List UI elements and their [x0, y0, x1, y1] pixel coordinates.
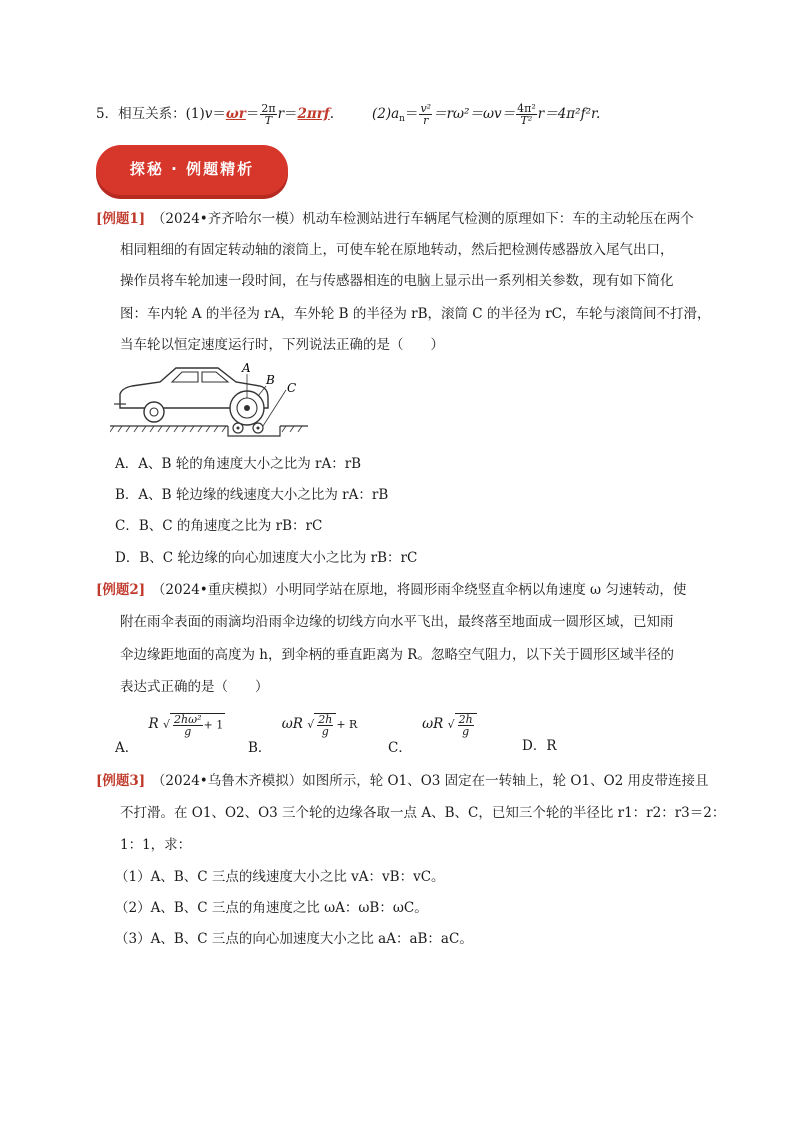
numerator: 2h	[458, 712, 473, 726]
var-r: r	[277, 106, 285, 122]
opt-pre: ωR	[281, 716, 303, 732]
ex2-option-c[interactable]	[388, 712, 477, 756]
sqrt-b: √ $\frac{2h}{g}$ + R	[307, 712, 358, 738]
label-a: A	[242, 361, 251, 375]
opt-post: + 1	[203, 718, 224, 731]
opt-post: + R	[336, 717, 358, 731]
section-banner	[96, 145, 288, 195]
ex1-option-a[interactable]: A．A、B 轮的角速度大小之比为 rA：rB	[115, 456, 362, 472]
ex3-question-3: （3）A、B、C 三点的向心加速度大小之比 aA：aB：aC。	[115, 931, 473, 947]
denominator: r	[423, 114, 429, 127]
relation-label: 5．相互关系：(1)	[96, 106, 205, 122]
ex2-line-2: 伞边缘距地面的高度为 h，到伞柄的垂直距离为 R。忽略空气阻力，以下关于圆形区域半径的	[120, 647, 674, 663]
numerator: v²	[420, 102, 432, 115]
an-mid: ＝rω²＝ωv＝	[433, 106, 516, 122]
label-c: C	[287, 381, 297, 395]
sqrt-c: √ $\frac{2h}{g}$	[448, 713, 477, 737]
fraction-v2-r	[419, 103, 432, 126]
ex1-tag: [例题1]	[96, 211, 146, 227]
ex2-tag: [例题2]	[96, 582, 146, 598]
highlight-wr: ωr	[225, 106, 246, 122]
numerator: 2hω²	[174, 712, 202, 726]
eq: ＝	[212, 106, 226, 122]
opt-letter: A．	[115, 740, 139, 756]
ex2-option-d[interactable]: D．R	[522, 738, 557, 754]
highlight-2pirf: 2πrf	[297, 106, 330, 122]
period: .	[329, 106, 335, 122]
banner-text: 探秘 · 例题精析	[129, 160, 255, 178]
ex2-line-0	[96, 580, 686, 600]
ex2-line-3: 表达式正确的是（ ）	[120, 679, 269, 695]
relation-line-2	[372, 103, 600, 129]
ex3-question-2: （2）A、B、C 三点的角速度之比 ωA：ωB：ωC。	[115, 900, 428, 916]
ex1-option-d[interactable]: D．B、C 轮边缘的向心加速度大小之比为 rB：rC	[115, 550, 418, 566]
sqrt-a: √ $\frac{\text{2hω²}}{g}$ + 1	[163, 712, 224, 738]
numerator: 2π	[261, 102, 276, 115]
label-b: B	[266, 373, 275, 387]
denominator: g	[184, 724, 192, 738]
fraction-4pi2-T2	[516, 103, 537, 126]
eq: ＝	[404, 106, 419, 122]
ex2-option-b[interactable]	[248, 712, 358, 756]
eq: ＝	[245, 106, 260, 122]
ex2-text: （2024•重庆模拟）小明同学站在原地，将圆形雨伞绕竖直伞柄以角速度 ω 匀速转动，使	[158, 582, 687, 598]
denominator: T²	[520, 114, 533, 127]
ex1-line-1: 相同粗细的有固定转动轴的滚筒上，可使车轮在原地转动，然后把检测传感器放入尾气出口，	[120, 242, 674, 258]
opt-pre: ωR	[422, 716, 444, 732]
denominator: g	[462, 724, 470, 738]
ex3-line-2: 1：1，求：	[120, 837, 192, 853]
denominator: T	[264, 114, 273, 127]
ex3-question-1: （1）A、B、C 三点的线速度大小之比 vA：vB：vC。	[115, 869, 445, 885]
ex1-line-2: 操作员将车轮加速一段时间，在与传感器相连的电脑上显示出一系列相关参数，现有如下简化	[120, 273, 674, 289]
ex1-line-4: 当车轮以恒定速度运行时，下列说法正确的是（ ）	[120, 337, 444, 353]
opt-pre: R	[148, 716, 159, 732]
ex1-option-b[interactable]: B．A、B 轮边缘的线速度大小之比为 rA：rB	[115, 487, 389, 503]
ex3-line-1: 不打滑。在 O1、O2、O3 三个轮的边缘各取一点 A、B、C，已知三个轮的半径比 r1：r2：r3＝2：	[120, 805, 726, 821]
an-label: (2)a	[372, 106, 400, 122]
ex2-line-1: 附在雨伞表面的雨滴均沿雨伞边缘的切线方向水平飞出，最终落至地面成一圆形区域，已知雨	[120, 614, 674, 630]
car-figure	[110, 360, 310, 440]
an-end: r＝4π²f²r.	[537, 106, 601, 122]
numerator: 4π²	[517, 102, 536, 115]
an-sub: n	[399, 114, 405, 124]
fraction-2pi-T	[260, 103, 276, 126]
ex3-tag: [例题3]	[96, 773, 146, 789]
ex1-text: （2024•齐齐哈尔一模）机动车检测站进行车辆尾气检测的原理如下：车的主动轮压在两个	[158, 211, 694, 227]
denominator: g	[321, 724, 329, 738]
ex3-text: （2024•乌鲁木齐模拟）如图所示，轮 O1、O3 固定在一转轴上，轮 O1、O2 用皮带连接且	[158, 773, 709, 789]
var-v: v	[204, 106, 213, 122]
relation-line	[96, 103, 334, 126]
numerator: 2h	[318, 712, 333, 726]
ex1-line-0	[96, 209, 694, 229]
ex1-line-3: 图：车内轮 A 的半径为 rA，车外轮 B 的半径为 rB，滚筒 C 的半径为 rC，车轮与滚筒间不打滑，	[120, 306, 711, 322]
ex2-option-a[interactable]	[115, 712, 225, 756]
opt-letter: C．	[388, 740, 412, 756]
ex1-option-c[interactable]: C．B、C 的角速度之比为 rB：rC	[115, 518, 323, 534]
ex3-line-0	[96, 771, 709, 791]
opt-letter: B．	[248, 740, 272, 756]
eq: ＝	[284, 106, 298, 122]
